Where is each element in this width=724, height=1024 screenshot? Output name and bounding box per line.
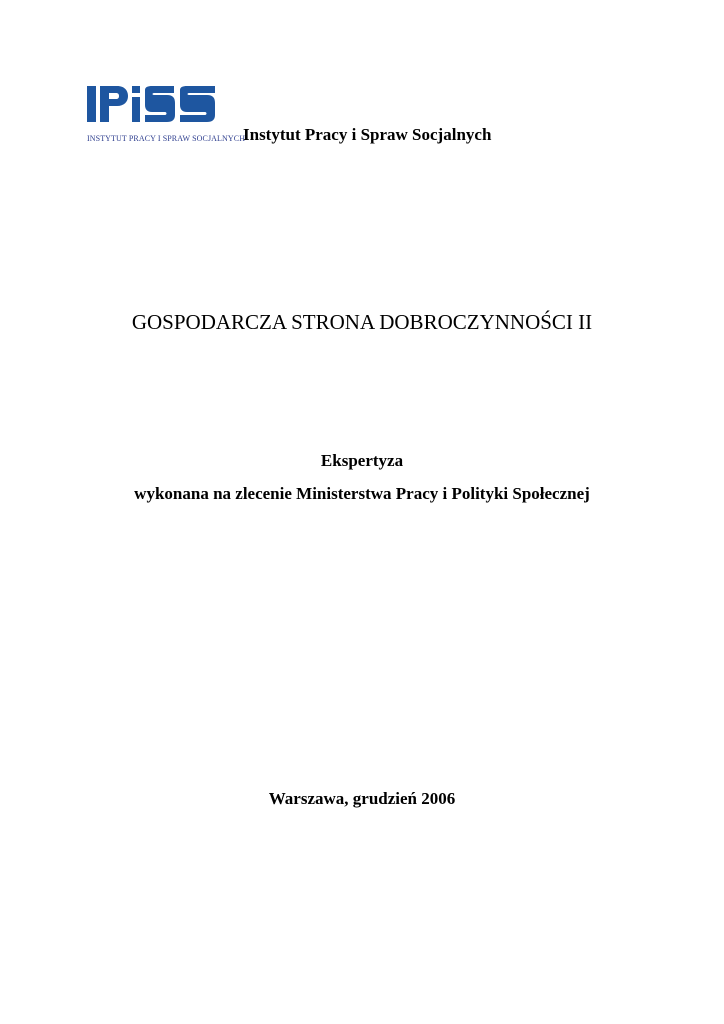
commission-line: wykonana na zlecenie Ministerstwa Pracy i Polityki Społecznej xyxy=(134,484,590,503)
place-and-date: Warszawa, grudzień 2006 xyxy=(268,789,456,808)
ipiss-logo-mark xyxy=(87,84,217,124)
institute-name: Instytut Pracy i Spraw Socjalnych xyxy=(243,125,492,144)
document-type: Ekspertyza xyxy=(320,451,404,470)
document-title: GOSPODARCZA STRONA DOBROCZYNNOŚCI II xyxy=(131,310,593,334)
logo-caption: INSTYTUT PRACY I SPRAW SOCJALNYCH xyxy=(87,134,246,143)
